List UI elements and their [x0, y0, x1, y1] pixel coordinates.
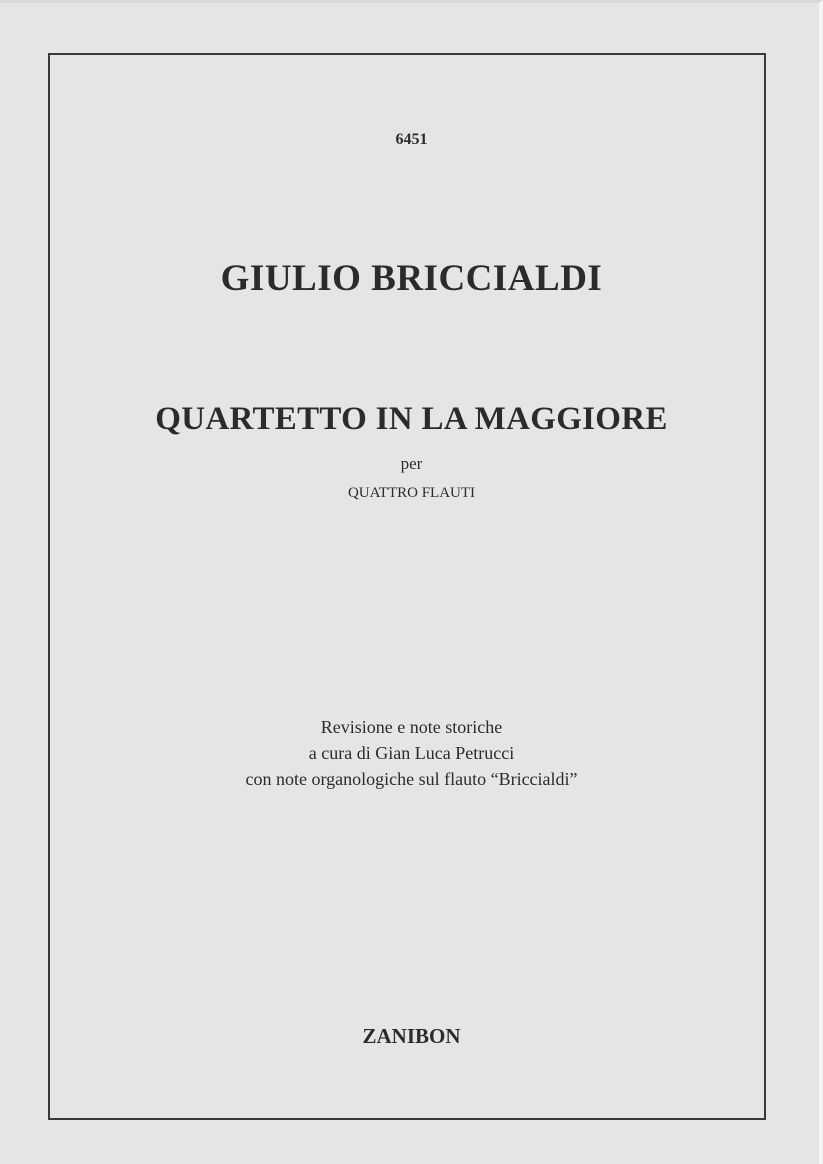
work-title: QUARTETTO IN LA MAGGIORE	[155, 401, 668, 437]
credit-line-notes: con note organologiche sul flauto “Briccialdi”	[245, 769, 578, 789]
cover-border-frame	[48, 53, 766, 1120]
credit-line-editor: a cura di Gian Luca Petrucci	[308, 743, 515, 763]
composer-name: GIULIO BRICCIALDI	[220, 258, 603, 299]
credit-line-revision: Revisione e note storiche	[320, 717, 503, 737]
editorial-credits	[0, 714, 823, 792]
per-label: per	[400, 454, 423, 473]
publisher-name: ZANIBON	[362, 1024, 461, 1048]
catalog-number: 6451	[395, 131, 428, 148]
instrumentation: QUATTRO FLAUTI	[347, 485, 476, 501]
